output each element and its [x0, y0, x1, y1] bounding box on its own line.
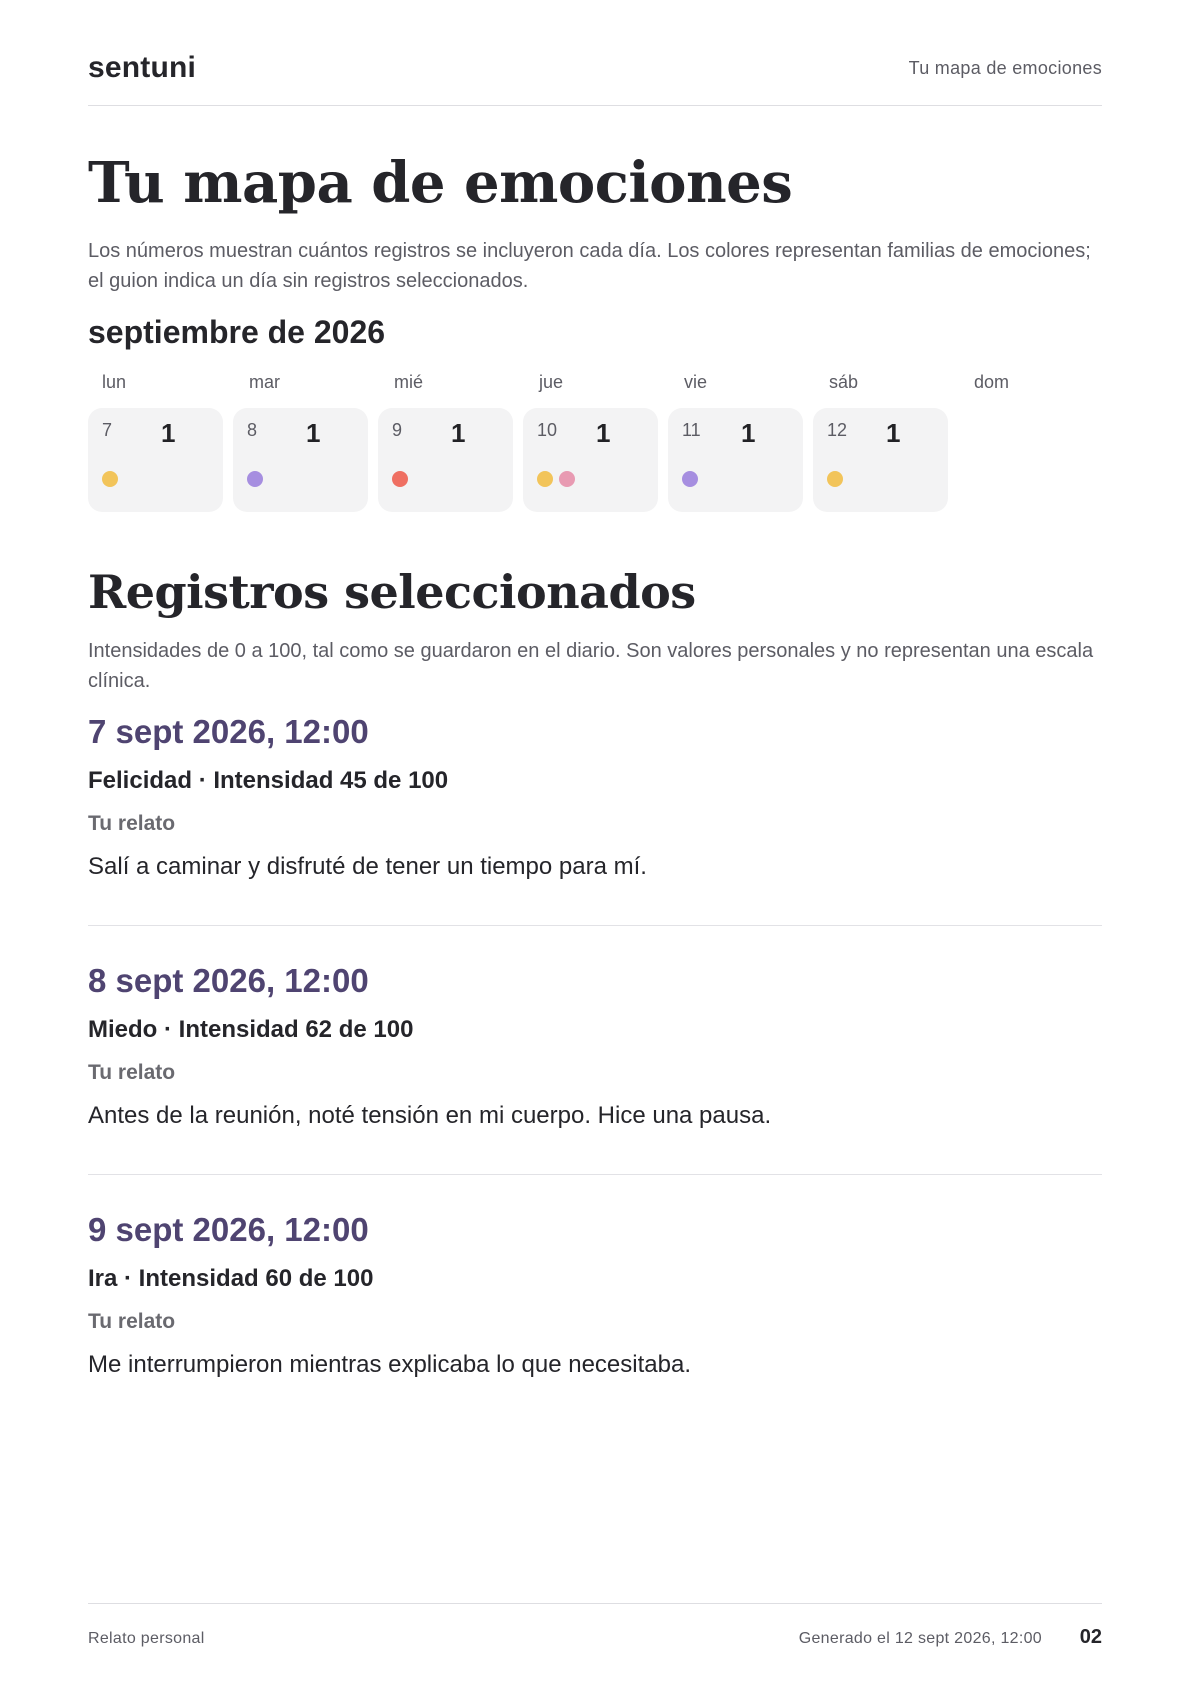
day-number: 11 [682, 420, 701, 440]
emotion-dots [247, 471, 263, 487]
record-story-text: Antes de la reunión, noté tensión en mi cuerpo. Hice una pausa. [88, 1102, 772, 1129]
weekday-sat: sáb [829, 372, 859, 392]
calendar-day [88, 408, 223, 512]
day-number: 10 [537, 420, 558, 440]
emotion-color-dot [559, 471, 575, 487]
emotion-color-dot [392, 471, 408, 487]
header-section-label: Tu mapa de emociones [908, 58, 1102, 78]
record-emotion-intensity: Ira · Intensidad 60 de 100 [88, 1265, 374, 1292]
day-record-count: 1 [596, 418, 611, 448]
weekday-mon: lun [102, 372, 127, 392]
record-date: 9 sept 2026, 12:00 [88, 1211, 369, 1248]
emotion-color-dot [102, 471, 118, 487]
day-record-count: 1 [161, 418, 176, 448]
record-date: 8 sept 2026, 12:00 [88, 962, 369, 999]
calendar-day [668, 408, 803, 512]
weekday-sun: dom [974, 372, 1010, 392]
record-divider [88, 925, 1102, 926]
day-record-count: 1 [306, 418, 321, 448]
records-intro: Intensidades de 0 a 100, tal como se guardaron en el diario. Son valores personales y no representan una escala clínica. [88, 640, 1094, 692]
record-story-label: Tu relato [88, 1310, 176, 1333]
records-title: Registros seleccionados [88, 565, 696, 619]
record-entry [88, 712, 1102, 882]
calendar-days [88, 408, 1102, 512]
emotion-dots [392, 471, 408, 487]
page-footer [88, 1603, 1102, 1664]
map-intro: Los números muestran cuántos registros se incluyeron cada día. Los colores representan familias de emociones; el guion indica un día sin registros seleccionados. [88, 240, 1091, 292]
emotion-dots [102, 471, 118, 487]
page-title: Tu mapa de emociones [88, 150, 793, 216]
calendar-day [233, 408, 368, 512]
record-date: 7 sept 2026, 12:00 [88, 713, 369, 750]
record-story-text: Salí a caminar y disfruté de tener un tiempo para mí. [88, 853, 647, 880]
record-emotion-intensity: Miedo · Intensidad 62 de 100 [88, 1016, 414, 1043]
calendar-day [813, 408, 948, 512]
report-page [88, 0, 1102, 1684]
emotion-color-dot [682, 471, 698, 487]
emotion-color-dot [827, 471, 843, 487]
calendar-day [523, 408, 658, 512]
record-divider [88, 1174, 1102, 1175]
record-emotion-intensity: Felicidad · Intensidad 45 de 100 [88, 767, 449, 794]
calendar-day [378, 408, 513, 512]
emotion-color-dot [247, 471, 263, 487]
brand-logo: sentuni [88, 51, 197, 84]
page-number: 02 [1079, 1626, 1102, 1648]
page-header [88, 44, 1102, 106]
record-story-text: Me interrumpieron mientras explicaba lo que necesitaba. [88, 1351, 691, 1378]
weekday-wed: mié [394, 372, 424, 392]
weekday-tue: mar [249, 372, 280, 392]
day-number: 12 [827, 420, 848, 440]
record-story-label: Tu relato [88, 812, 176, 835]
footer-document-label: Relato personal [88, 1630, 205, 1647]
footer-generated-date: Generado el 12 sept 2026, 12:00 [798, 1630, 1042, 1647]
day-record-count: 1 [741, 418, 756, 448]
record-story-label: Tu relato [88, 1061, 176, 1084]
emotion-dots [537, 471, 575, 487]
weekday-fri: vie [684, 372, 708, 392]
emotion-dots [682, 471, 698, 487]
day-record-count: 1 [886, 418, 901, 448]
record-entry [88, 1210, 1102, 1380]
emotion-color-dot [537, 471, 553, 487]
month-title: septiembre de 2026 [88, 314, 386, 350]
day-record-count: 1 [451, 418, 466, 448]
day-number: 7 [102, 420, 113, 440]
weekday-thu: jue [539, 372, 564, 392]
day-number: 8 [247, 420, 258, 440]
calendar-weekdays [88, 370, 1102, 394]
day-number: 9 [392, 420, 403, 440]
record-entry [88, 961, 1102, 1131]
emotion-dots [827, 471, 843, 487]
